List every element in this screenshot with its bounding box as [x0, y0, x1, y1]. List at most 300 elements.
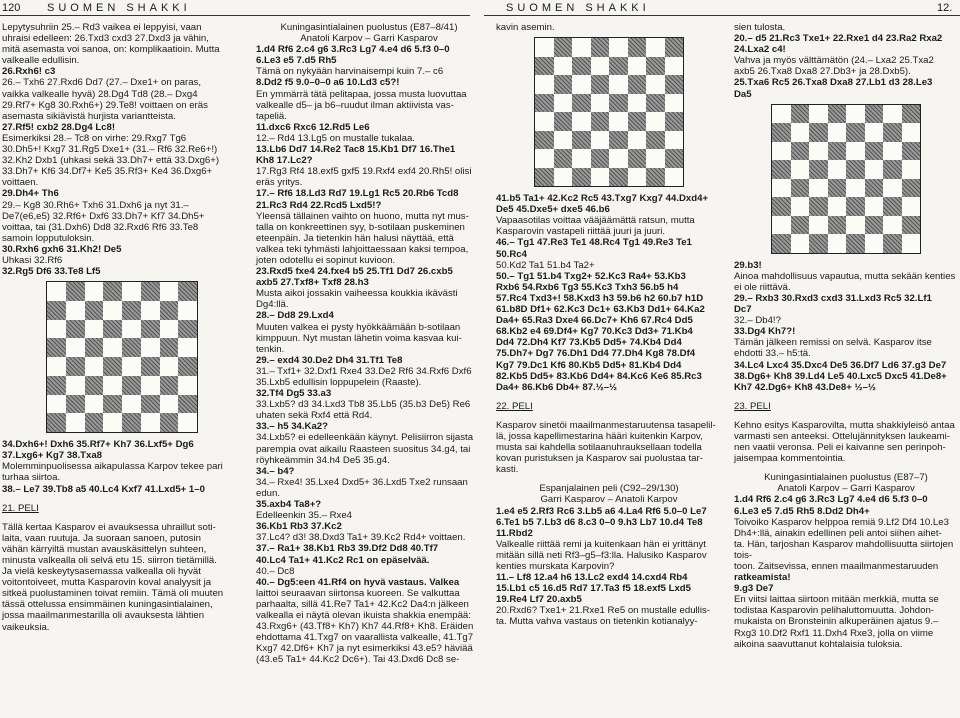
board-square: [902, 123, 921, 142]
board-square: [646, 94, 665, 113]
section-21-text: [2, 522, 242, 633]
board-square: [66, 395, 85, 414]
board-square: [865, 160, 884, 179]
board-square: [846, 216, 865, 235]
text-line: Da5: [734, 88, 752, 100]
board-square: [628, 38, 647, 57]
game-heading-line-2: Anatoli Karpov – Garri Kasparov: [300, 33, 438, 45]
text-line: uhaten sekä Rxf4 että Rd4.: [256, 410, 373, 422]
text-line: 25.Txa6 Rc5 26.Txa8 Dxa8 27.Lb1 d3 28.Le3: [734, 77, 933, 89]
text-line: 33.Dh7+ Kf6 34.Df7+ Ke5 35.Rf3+ Ke4 36.Dxg6+: [2, 166, 213, 178]
text-line: Valkealle riittää remi ja kuitenkaan hän ei yrittänyt: [496, 538, 706, 550]
text-line: valkealle edullisin.: [2, 55, 80, 67]
text-line: Lepytysuhriin 25.– Rd3 vaikea ei leppyisi, vaan: [2, 22, 202, 33]
board-square: [554, 112, 573, 131]
board-square: [609, 75, 628, 94]
board-square: [646, 168, 665, 187]
text-line: 37.– Ra1+ 38.Kb1 Rb3 39.Df2 Dd8 40.Tf7: [256, 543, 439, 555]
text-line: Vahva ja myös välttämätön (24.– Lxa2 25.Txa2: [734, 55, 934, 67]
text-line: Tämä on nykyään harvinaisempi kuin 7.– c6: [256, 66, 444, 78]
text-line: 35.axb4 Ta8+?: [256, 499, 322, 511]
board-square: [846, 142, 865, 161]
text-line: edun.: [256, 487, 281, 499]
text-line: 41.b5 Ta1+ 42.Kc2 Rc5 43.Txg7 Kxg7 44.Dxd4+: [496, 193, 709, 205]
board-square: [178, 320, 197, 339]
board-square: [160, 282, 179, 301]
text-line: 9.g3 De7: [734, 583, 774, 595]
board-square: [809, 123, 828, 142]
text-line: Rxb6 54.Rxb6 Tg3 55.Kc3 Txh3 56.b5 h4: [496, 281, 679, 293]
board-square: [883, 216, 902, 235]
board-square: [591, 38, 610, 57]
board-square: [902, 142, 921, 161]
board-square: [809, 160, 828, 179]
text-line: laita, vaan ruutuja. Ja suoraan sanoen, putosin: [2, 532, 201, 544]
column-1-after-board: [2, 439, 242, 494]
text-line: talla on konkreettinen syy, b-sotilaan puskeminen: [256, 221, 465, 233]
board-square: [809, 197, 828, 216]
board-square: [591, 57, 610, 76]
text-line: parempia ovat aikailu Raasteen suositus 34.g4, tai: [256, 443, 471, 455]
board-square: [846, 123, 865, 142]
board-square: [66, 301, 85, 320]
board-square: [791, 123, 810, 142]
game-23-moves: [734, 494, 958, 649]
text-line: Rxg3 10.Df2 Rxf1 11.Dxh4 Rxe3, jolla on viime: [734, 627, 934, 639]
board-square: [772, 105, 791, 124]
text-line: 38.Dg6+ Kh8 39.Ld4 Le5 40.Lxc5 Dxc5 41.De8+: [734, 370, 947, 382]
board-square: [902, 105, 921, 124]
board-square: [591, 149, 610, 168]
board-square: [160, 413, 179, 432]
header-rule-left: [0, 15, 470, 16]
board-square: [902, 197, 921, 216]
text-line: ta. Hän, tarjoshan Kasparov mahdollisuutta siirtojen tois-: [734, 538, 954, 561]
board-square: [141, 376, 160, 395]
column-3-top-line: kavin asemin.: [496, 22, 555, 33]
board-square: [103, 301, 122, 320]
text-line: 32.Kh2 Dxb1 (uhkasi sekä 33.Dh7+ että 33.Dxg6+): [2, 155, 220, 167]
board-square: [160, 395, 179, 414]
board-square: [883, 105, 902, 124]
text-line: 36.Kb1 Rb3 37.Kc2: [256, 521, 342, 533]
text-line: Kasparovin vastapeli riittää juuri ja juuri.: [496, 226, 666, 238]
board-square: [828, 179, 847, 198]
board-square: [47, 395, 66, 414]
page-header: [0, 0, 960, 16]
board-square: [865, 197, 884, 216]
board-square: [609, 149, 628, 168]
board-square: [554, 149, 573, 168]
board-square: [66, 282, 85, 301]
column-4-after-board: [734, 260, 958, 393]
text-line: 28.– Dd8 29.Lxd4: [256, 310, 334, 322]
board-square: [646, 38, 665, 57]
text-line: 29.Rf7+ Kg8 30.Rxh6+) 29.Te8! voittaen on eräs: [2, 99, 208, 111]
board-square: [122, 301, 141, 320]
board-square: [103, 320, 122, 339]
text-line: Kehno esitys Kasparovilta, mutta shakkiyleisö antaa: [734, 419, 955, 431]
section-heading-game-23: 23. PELI: [734, 400, 771, 412]
board-square: [535, 168, 554, 187]
text-line: (43.e5 Ta1+ 44.Kc2 Dc6+). Tai 43.Dxd6 Dc8 se-: [256, 654, 460, 666]
text-line: 12.– Rd4 13.Lg5 on mustalle tukalaa.: [256, 132, 415, 144]
column-1-text: [2, 22, 242, 277]
text-line: En viitsi laittaa siirtoon mitään merkkiä, mutta se: [734, 594, 939, 606]
board-square: [665, 112, 684, 131]
text-line: voitontoiveet, mutta Kasparovin koval analyysit ja: [2, 577, 212, 589]
text-line: ehdottama 41.Txg7 on vaarallista valkealle, 41.Tg7: [256, 632, 474, 644]
board-square: [572, 112, 591, 131]
text-line: 29.Dh4+ Th6: [2, 188, 59, 200]
text-line: vähän kärryiltä mustan avauskäsittelyn suhteen,: [2, 543, 207, 555]
text-line: laittoi seuraavan siirtonsa kuoreen. Se valkuttaa: [256, 587, 460, 599]
board-square: [628, 168, 647, 187]
board-square: [628, 94, 647, 113]
text-line: ta. Mutta vahva vastaus on tietenkin kotianalyy-: [496, 616, 698, 628]
board-square: [846, 179, 865, 198]
board-square: [846, 160, 865, 179]
column-2: [256, 22, 482, 665]
text-line: Vapaasotilas voittaa vääjäämättä ratsun, mutta: [496, 215, 695, 227]
text-line: 43.Rxg6+ (43.Tf8+ Kh7) Kh7 44.Rf8+ Kh8. Eräiden: [256, 621, 474, 633]
text-line: 40.– Dg5:een 41.Rf4 on hyvä vastaus. Valkea: [256, 576, 460, 588]
chess-diagram-3: [771, 104, 921, 254]
board-square: [47, 413, 66, 432]
text-line: 1.d4 Rf6 2.c4 g6 3.Rc3 Lg7 4.e4 d6 5.f3 0–0: [734, 494, 928, 506]
board-square: [47, 301, 66, 320]
board-square: [828, 160, 847, 179]
text-line: 31.– Txf1+ 32.Dxf1 Rxe4 33.De2 Rf6 34.Rxf6 Dxf6: [256, 365, 472, 377]
text-line: kenties murskata Karpovin?: [496, 561, 615, 572]
board-square: [809, 234, 828, 253]
board-square: [902, 160, 921, 179]
board-square: [665, 168, 684, 187]
text-line: Kh7 42.Dg6+ Kh8 43.De8+ ½–½: [734, 381, 876, 393]
text-line: joten odotellu ei sopinut kuvioon.: [256, 254, 396, 266]
section-heading-game-22: 22. PELI: [496, 400, 533, 412]
board-square: [85, 413, 104, 432]
board-square: [865, 179, 884, 198]
board-square: [883, 234, 902, 253]
text-line: 46.– Tg1 47.Re3 Te1 48.Rc4 Tg1 49.Re3 Te1: [496, 237, 692, 249]
text-line: 32.– Db4!?: [734, 315, 781, 327]
board-square: [85, 338, 104, 357]
text-line: voittaen.: [2, 177, 39, 189]
board-square: [809, 105, 828, 124]
board-square: [178, 413, 197, 432]
section-heading-game-21: 21. PELI: [2, 502, 39, 514]
text-line: Musta aikoi jossakin vaiheessa koukkia ikävästi: [256, 288, 458, 300]
text-line: tässä ottelussa ensimmäinen kuningasintialainen,: [2, 599, 213, 611]
board-square: [828, 105, 847, 124]
text-line: 30.Rxh6 gxh6 31.Kh2! De5: [2, 243, 122, 255]
text-line: Kasparov sinetöi maailmanmestaruutensa tasapelil-: [496, 419, 716, 431]
text-line: 29.– Rxb3 30.Rxd3 cxd3 31.Lxd3 Rc5 32.Lf1: [734, 292, 932, 304]
text-line: Kg7 79.Dc1 Kf6 80.Kb5 Dd5+ 81.Kb4 Dd4: [496, 359, 682, 371]
column-2-text: [256, 44, 482, 665]
board-square: [122, 282, 141, 301]
board-square: [554, 94, 573, 113]
board-square: [628, 112, 647, 131]
board-square: [178, 338, 197, 357]
board-square: [85, 395, 104, 414]
text-line: voittaa, tai (31.Dxh6) Dd8 32.Rxd6 Rf6 33.Te8: [2, 221, 199, 233]
board-square: [47, 320, 66, 339]
text-line: sitkeä puolustaminen toivat remiin. Tämä oli muuten: [2, 588, 224, 600]
text-line: 21.Rc3 Rd4 22.Rcd5 Lxd5!?: [256, 199, 382, 211]
board-square: [591, 75, 610, 94]
text-line: 27.Rf5! cxb2 28.Dg4 Lc8!: [2, 121, 116, 133]
text-line: 20.– d5 21.Rc3 Txe1+ 22.Rxe1 d4 23.Ra2 Rxa2: [734, 33, 943, 45]
board-square: [791, 105, 810, 124]
board-square: [141, 301, 160, 320]
text-line: 24.Lxa2 c4!: [734, 44, 786, 56]
text-line: 11.Rbd2: [496, 527, 533, 539]
board-square: [591, 94, 610, 113]
board-square: [865, 216, 884, 235]
board-square: [665, 94, 684, 113]
board-square: [47, 282, 66, 301]
text-line: vaikka valkealle hyvä) 28.Dg4 Td8 (28.– Dxg4: [2, 88, 198, 100]
text-line: 34.– b4?: [256, 465, 295, 477]
text-line: Kxg7 42.Df6+ Kh7 ja nyt esimerkiksi 43.e5? häviää: [256, 643, 473, 655]
column-3-moves: [496, 193, 722, 393]
text-line: 20.Rxd6? Txe1+ 21.Rxe1 Re5 on mustalle edullis-: [496, 605, 710, 617]
board-square: [122, 320, 141, 339]
text-line: 68.Kb2 e4 69.Df4+ Kg7 70.Kc3 Dd3+ 71.Kb4: [496, 326, 693, 338]
text-line: 23.Rxd5 fxe4 24.fxe4 b5 25.Tf1 Dd7 26.cxb5: [256, 266, 453, 278]
text-line: röyhkeämmin 34.h4 De5 35.g4.: [256, 454, 390, 466]
text-line: mitä asemasta voi sanoa, on: komplikaatioin. Mutta: [2, 44, 220, 56]
text-line: Tällä kertaa Kasparov ei avauksessa uhraillut soti-: [2, 521, 216, 533]
text-line: Ainoa mahdollisuus vapautua, mutta sekään kenties: [734, 270, 956, 282]
text-line: 17.Rg3 Rf4 18.exf5 gxf5 19.Rxf4 exf4 20.Rh5! olisi: [256, 166, 472, 178]
text-line: Toivoiko Kasparov helppoa remiä 9.Lf2 Df4 10.Le3: [734, 516, 949, 528]
board-square: [646, 112, 665, 131]
text-line: Edelleenkin 35.– Rxe4: [256, 510, 353, 522]
right-running-title: SUOMEN SHAKKI: [506, 2, 650, 14]
board-square: [665, 57, 684, 76]
text-line: turhaa siirtoa.: [2, 472, 61, 484]
board-square: [160, 301, 179, 320]
text-line: 6.Le3 e5 7.d5 Rh5 8.Dd2 Dh4+: [734, 505, 870, 517]
board-square: [809, 216, 828, 235]
board-square: [554, 131, 573, 150]
board-square: [772, 234, 791, 253]
board-square: [141, 320, 160, 339]
text-line: eräs yritys.: [256, 177, 303, 189]
board-square: [772, 160, 791, 179]
board-square: [554, 38, 573, 57]
text-line: 57.Rc4 Txd3+! 58.Kxd3 h3 59.b6 h2 60.b7 h1D: [496, 292, 704, 304]
board-square: [902, 179, 921, 198]
board-square: [572, 149, 591, 168]
board-square: [103, 376, 122, 395]
board-square: [846, 234, 865, 253]
text-line: Ja vielä keskeytysasemassa valkealla oli hyvät: [2, 566, 201, 578]
text-line: tenkin.: [256, 343, 285, 355]
board-square: [628, 75, 647, 94]
board-square: [646, 131, 665, 150]
board-square: [883, 142, 902, 161]
board-square: [609, 57, 628, 76]
game-heading-line-1: Kuningasintialainen puolustus (E87–8/41): [280, 22, 458, 33]
board-square: [66, 320, 85, 339]
board-square: [865, 234, 884, 253]
text-line: 30.Dh5+! Kxg7 31.Rg5 Dxe1+ (31.– Rf6 32.Re6+!): [2, 144, 218, 156]
text-line: musta sai kahdella sotilaanuhrauksellaan todella: [496, 442, 702, 454]
text-line: 34.Dxh6+! Dxh6 35.Rf7+ Kh7 36.Lxf5+ Dg6: [2, 439, 194, 451]
text-line: 29.– Kg8 30.Rh6+ Txh6 31.Dxh6 ja nyt 31.–: [2, 199, 189, 211]
board-square: [535, 94, 554, 113]
text-line: Esimerkiksi 28.– Tc8 on virhe: 29.Rxg7 Tg6: [2, 132, 187, 144]
board-square: [865, 123, 884, 142]
board-square: [883, 123, 902, 142]
column-3: [496, 22, 722, 628]
game-23-heading-line-2: Anatoli Karpov – Garri Kasparov: [777, 483, 915, 495]
text-line: varmasti sen anteeksi. Ottelujännityksen laukeami-: [734, 430, 950, 442]
text-line: De7(e6,e5) 32.Rf6+ Dxf6 33.Dh7+ Kf7 34.Dh5+: [2, 210, 205, 222]
text-line: 32.Tf4 Dg5 33.a3: [256, 388, 332, 400]
board-square: [122, 338, 141, 357]
text-line: ehdotti 33.– h5:tä.: [734, 348, 811, 360]
text-line: 32.Rg5 Df6 33.Te8 Lf5: [2, 266, 101, 278]
text-line: 26.– Txh6 27.Rxd6 Dd7 (27.– Dxe1+ on paras,: [2, 77, 202, 89]
column-1: [2, 22, 242, 633]
board-square: [591, 131, 610, 150]
board-square: [160, 320, 179, 339]
board-square: [178, 395, 197, 414]
text-line: 6.Le3 e5 7.d5 Rh5: [256, 55, 337, 67]
board-square: [628, 57, 647, 76]
text-line: 11.dxc6 Rxc6 12.Rd5 Le6: [256, 121, 370, 133]
board-square: [178, 376, 197, 395]
board-square: [665, 131, 684, 150]
board-square: [122, 357, 141, 376]
board-square: [535, 112, 554, 131]
board-square: [85, 301, 104, 320]
board-square: [572, 94, 591, 113]
text-line: Uhkasi 32.Rf6: [2, 254, 63, 266]
chess-diagram-2: [534, 37, 684, 187]
board-square: [535, 57, 554, 76]
text-line: 13.Lb6 Dd7 14.Re2 Tac8 15.Kb1 Df7 16.The1: [256, 144, 456, 156]
board-square: [141, 282, 160, 301]
text-line: mitään sillä neti Rf3–g5–f3:lla. Halusiko Kasparov: [496, 549, 707, 561]
board-square: [141, 413, 160, 432]
board-square: [66, 413, 85, 432]
text-line: 1.e4 e5 2.Rf3 Rc6 3.Lb5 a6 4.La4 Rf6 5.0–0 Le7: [496, 505, 707, 517]
board-square: [902, 234, 921, 253]
board-square: [122, 413, 141, 432]
board-square: [609, 131, 628, 150]
board-square: [141, 357, 160, 376]
board-square: [535, 149, 554, 168]
text-line: Dh4+:llä, ainakin edellinen peli antoi siihen aihet-: [734, 527, 942, 539]
text-line: sien tulosta.: [734, 22, 786, 33]
text-line: 29.– exd4 30.De2 Dh4 31.Tf1 Te8: [256, 354, 403, 366]
text-line: 29.b3!: [734, 259, 762, 271]
board-square: [628, 131, 647, 150]
board-square: [902, 216, 921, 235]
text-line: 33.– h5 34.Ka2?: [256, 421, 328, 433]
text-line: asemasta sikiävistä hurjista variantteista.: [2, 110, 176, 122]
left-page-number: 120: [2, 2, 21, 14]
board-square: [865, 105, 884, 124]
text-line: 33.Lxb5? d3 34.Lxd3 Tb8 35.Lb5 (35.b3 De5) Re6: [256, 399, 471, 411]
board-square: [772, 216, 791, 235]
board-square: [609, 112, 628, 131]
board-square: [178, 301, 197, 320]
text-line: 40.– Dc8: [256, 565, 295, 577]
text-line: 34.– Rxe4! 35.Lxe4 Dxd5+ 36.Lxd5 Txe2 runsaan: [256, 476, 468, 488]
text-line: axb5 27.Txf8+ Txf8 28.h3: [256, 277, 369, 289]
board-square: [47, 338, 66, 357]
board-square: [122, 376, 141, 395]
board-square: [141, 395, 160, 414]
board-square: [772, 123, 791, 142]
text-line: nen vaatii veronsa. Peli ei kaivanne sen perinpoh-: [734, 442, 946, 454]
board-square: [103, 413, 122, 432]
board-square: [809, 179, 828, 198]
text-line: Da4+ 86.Kb6 Db4+ 87.½–½: [496, 381, 618, 393]
text-line: Molemminpuolisessa aikapulassa Karpov tekee pari: [2, 461, 223, 473]
text-line: Dg4:llä.: [256, 299, 289, 311]
text-line: 17.– Rf6 18.Ld3 Rd7 19.Lg1 Rc5 20.Rb6 Tcd8: [256, 188, 459, 200]
board-square: [791, 179, 810, 198]
board-square: [122, 395, 141, 414]
board-square: [178, 357, 197, 376]
text-line: 1.d4 Rf6 2.c4 g6 3.Rc3 Lg7 4.e4 d6 5.f3 0–0: [256, 44, 450, 56]
text-line: En ymmärrä tätä pelitapaa, jossa musta luovuttaa: [256, 88, 467, 100]
text-line: 35.Lxb5 edullisin loppupelein (Raaste).: [256, 377, 422, 388]
text-line: 11.– Lf8 12.a4 h6 13.Lc2 exd4 14.cxd4 Rb4: [496, 572, 688, 584]
text-line: Tämän jälkeen remissi on selvä. Kasparov itse: [734, 337, 932, 349]
text-line: 8.Dd2 f5 9.0–0–0 a6 10.Ld3 c5?!: [256, 77, 400, 89]
text-line: 26.Rxh6! c3: [2, 66, 56, 78]
board-square: [828, 216, 847, 235]
text-line: todistaa Kasparovin pelihaluttomuutta. Johdon-: [734, 605, 934, 617]
text-line: jossa maailmanmestarilla oli avauksesta lähtien: [2, 610, 205, 622]
board-square: [103, 357, 122, 376]
text-line: De5 45.Dxe5+ dxe5 46.b6: [496, 204, 610, 216]
text-line: ratkeamista!: [734, 572, 791, 584]
board-square: [828, 142, 847, 161]
text-line: minusta valkealla oli selvä etu 15. siirron tietämillä.: [2, 555, 217, 566]
board-square: [772, 179, 791, 198]
board-square: [665, 75, 684, 94]
board-square: [535, 131, 554, 150]
board-square: [591, 168, 610, 187]
board-square: [665, 38, 684, 57]
board-square: [609, 168, 628, 187]
board-square: [47, 376, 66, 395]
board-square: [865, 142, 884, 161]
text-line: 61.b8D Df1+ 62.Kc3 Dc1+ 63.Kb3 Dd1+ 64.Ka2: [496, 304, 705, 316]
text-line: lä, jossa kapellimestarina hääri kuitenkin Karpov,: [496, 430, 703, 442]
board-square: [628, 149, 647, 168]
text-line: jaisempaa kommentointia.: [734, 453, 846, 465]
board-square: [85, 282, 104, 301]
board-square: [554, 75, 573, 94]
board-square: [66, 357, 85, 376]
board-square: [846, 105, 865, 124]
board-square: [572, 57, 591, 76]
section-23-text: [734, 420, 958, 464]
text-line: toon. Zaitsevissa, ennen maailmanmestaruuden: [734, 561, 939, 572]
text-line: axb5 26.Txa8 Dxa8 27.Db3+ ja 28.Dxb5).: [734, 66, 911, 78]
